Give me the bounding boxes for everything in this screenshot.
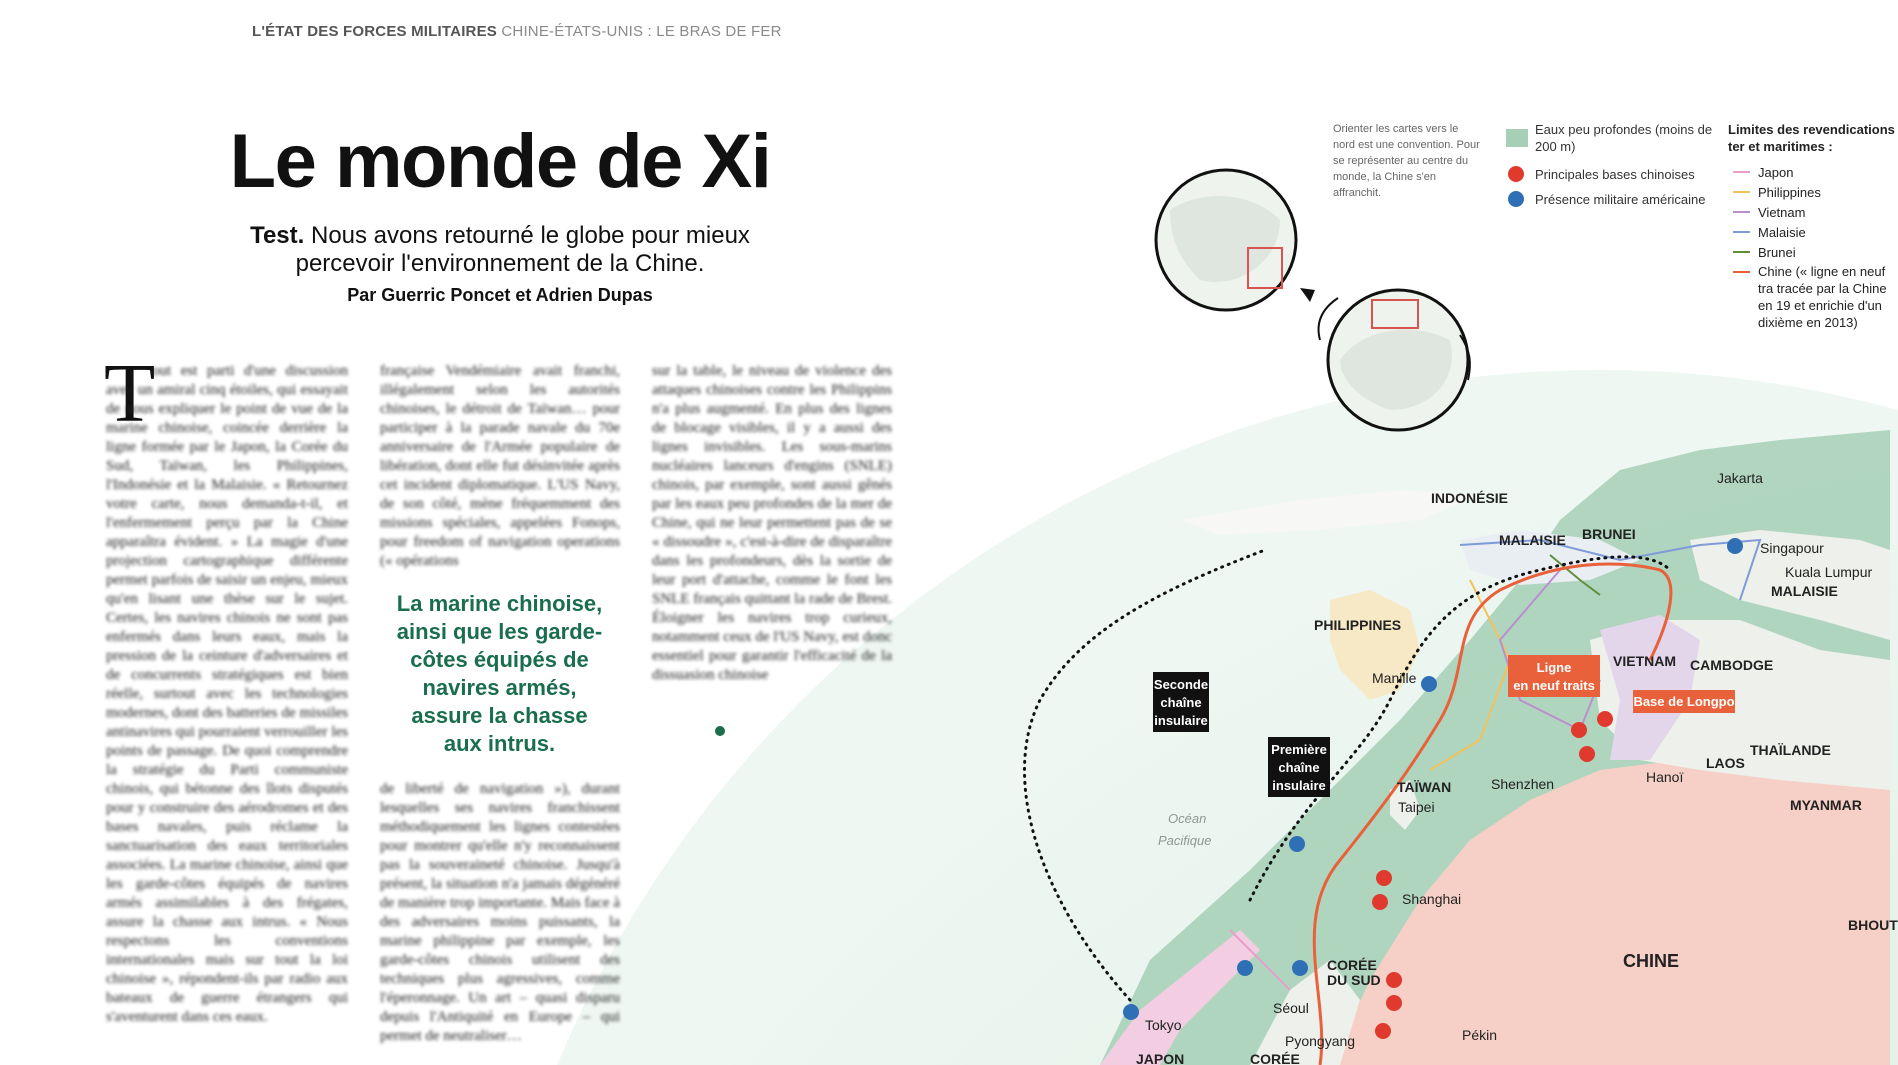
claim-japon: Japon	[1758, 165, 1794, 180]
label-seconde-3: insulaire	[1154, 713, 1208, 728]
label-ligne-2: en neuf traits	[1513, 678, 1595, 693]
label-premiere-2: chaîne	[1278, 760, 1320, 775]
label-laos: LAOS	[1706, 755, 1745, 771]
us-marker	[1289, 836, 1305, 852]
arrow-icon	[1300, 288, 1315, 302]
cn-base	[1571, 722, 1587, 738]
claim-philippines: Philippines	[1758, 185, 1821, 200]
running-head-section: L'ÉTAT DES FORCES MILITAIRES	[252, 23, 497, 40]
label-singapour: Singapour	[1760, 540, 1824, 556]
cn-base	[1386, 995, 1402, 1011]
label-philippines: PHILIPPINES	[1314, 617, 1402, 633]
claim-brunei: Brunei	[1758, 245, 1796, 260]
cn-base	[1376, 870, 1392, 886]
dropcap: T	[104, 347, 156, 440]
label-jakarta: Jakarta	[1717, 470, 1763, 486]
label-ligne-1: Ligne	[1536, 660, 1572, 675]
label-hanoi: Hanoï	[1646, 769, 1684, 785]
label-bhout: BHOUT	[1848, 917, 1898, 933]
cn-base	[1579, 746, 1595, 762]
label-tokyo: Tokyo	[1145, 1017, 1182, 1033]
cn-base	[1597, 711, 1613, 727]
label-coree-sud-2: DU SUD	[1327, 972, 1381, 988]
label-shanghai: Shanghai	[1402, 891, 1462, 907]
article-column-1: out est parti d'une discussion avec un amiral cinq étoiles, qui essayait de nous expliquer le point de vue de la marine chinoise, coincée derrière la ligne formée par le Japon, la Corée du Sud, Taïwan, les Philippines, l'Indonésie et la Malaisie. « Retournez votre carte, nous demanda-t-il, et l'enfermement perçu par la Chine apparaîtra évident. » La magie d'une projection cartographique différente permet parfois de saisir un enjeu, mieux qu'en lisant une thèse sur le sujet. Certes, les navires chinois ne sont pas enfermés dans leurs eaux, mais la pression de la ceinture d'adversaires et de concurrents stratégiques est bien réelle, surtout avec les technologies modernes, dont des batteries de missiles antinavires qui pourraient verrouiller les points de passage. De quoi comprendre la stratégie du Parti communiste chinois, qui bétonne des îlots disputés pour y construire des aérodromes et des bases navales, puis réclame la sanctuarisation des eaux territoriales associées. La marine chinoise, ainsi que les garde-côtes équipés de navires armés assimilables à des frégates, assure la chasse aux intrus. « Nous respectons les conventions internationales mais sur tout la loi chinoise », répondent-ils par radio aux bateaux de guerre étrangers qui s'aventurent dans ces eaux.	[106, 363, 348, 1025]
label-premiere-1: Première	[1271, 742, 1327, 757]
label-pyongyang: Pyongyang	[1285, 1033, 1356, 1049]
label-malaisie-2: MALAISIE	[1771, 583, 1838, 599]
label-pekin: Pékin	[1462, 1027, 1498, 1043]
us-marker	[1237, 960, 1253, 976]
label-thailande: THAÏLANDE	[1750, 742, 1831, 758]
label-coree-sud-1: CORÉE	[1327, 957, 1377, 973]
label-coree: CORÉE	[1250, 1051, 1300, 1065]
claim-chine: Chine (« ligne en neuf tra tracée par la Chine en 19 et enrichie d'un dixième en 2013)	[1758, 264, 1887, 330]
label-taiwan: TAÏWAN	[1397, 779, 1452, 795]
label-malaisie-1: MALAISIE	[1499, 532, 1566, 548]
legend-us-icon	[1508, 191, 1524, 207]
label-seconde-1: Seconde	[1153, 677, 1209, 692]
legend-shallow: Eaux peu profondes (moins de 200 m)	[1535, 122, 1713, 154]
label-brunei: BRUNEI	[1582, 526, 1636, 542]
label-chine: CHINE	[1623, 951, 1680, 971]
label-vietnam: VIETNAM	[1613, 653, 1676, 669]
deck-text: Nous avons retourné le globe pour mieux percevoir l'environnement de la Chine.	[295, 222, 750, 277]
cn-base	[1386, 972, 1402, 988]
cn-base	[1372, 894, 1388, 910]
legend-claims-list	[1758, 163, 1898, 331]
label-seconde-2: chaîne	[1160, 695, 1202, 710]
end-mark	[715, 726, 725, 736]
label-shenzhen: Shenzhen	[1491, 776, 1555, 792]
running-head-topic: CHINE-ÉTATS-UNIS : LE BRAS DE FER	[501, 23, 782, 40]
label-ocean-1: Océan	[1168, 811, 1207, 826]
label-myanmar: MYANMAR	[1790, 797, 1862, 813]
legend-us: Présence militaire américaine	[1535, 192, 1706, 207]
label-manille: Manille	[1372, 670, 1417, 686]
label-ocean-2: Pacifique	[1158, 833, 1212, 848]
us-marker	[1727, 538, 1743, 554]
label-seoul: Séoul	[1273, 1000, 1309, 1016]
claim-vietnam: Vietnam	[1758, 205, 1806, 220]
label-kuala: Kuala Lumpur	[1785, 564, 1873, 580]
label-longpo: Base de Longpo	[1633, 694, 1735, 709]
article-column-2-continued: de liberté de navigation »), durant lesquelles ses navires franchissent méthodiquement les lignes contestées pour montrer qu'elle n'y reconnaissent pas la souveraineté chinoise. Jusqu'à présent, la situation n'a jamais dégénéré de manière trop importante. Mais face à des adversaires moins puissants, la marine philippine par exemple, les garde-côtes chinois utilisent des techniques plus agressives, comme l'éperonnage. Un art – quasi disparu depuis l'Antiquité en Europe – qui permet de neutraliser…	[380, 781, 620, 1044]
label-japon: JAPON	[1136, 1051, 1185, 1065]
label-taipei: Taipei	[1398, 799, 1435, 815]
article-column-3: sur la table, le niveau de violence des attaques chinoises contre les Philippins n'a plus augmenté. En plus des lignes de blocage visibles, il y a aussi des lignes invisibles. Les sous-marins nucléaires lanceurs d'engins (SNLE) chinois, par exemple, sont aussi gênés par les eaux peu profondes de la mer de Chine, qui ne leur permettent pas de se « dissoudre », c'est-à-dire de disparaître dans les profondeurs, dès la sortie de leur port d'attache, comme le font les SNLE français quittant la rade de Brest. Éloigner les navires trop curieux, notamment ceux de l'US Navy, est donc essentiel pour garantir l'efficacité de la dissuasion chinoise	[652, 363, 892, 683]
byline: Par Guerric Poncet et Adrien Dupas	[347, 285, 653, 305]
label-cambodge: CAMBODGE	[1690, 657, 1774, 673]
legend-cn-base-icon	[1508, 166, 1524, 182]
label-premiere-3: insulaire	[1272, 778, 1326, 793]
article-title: Le monde de Xi	[229, 119, 771, 204]
us-marker	[1292, 960, 1308, 976]
claim-malaisie: Malaisie	[1758, 225, 1806, 240]
legend-bases: Principales bases chinoises	[1535, 167, 1695, 182]
us-marker	[1123, 1004, 1139, 1020]
us-marker	[1421, 676, 1437, 692]
article-column-2: française Vendémiaire avait franchi, illégalement selon les autorités chinoises, le détroit de Taïwan… pour participer à la parade navale du 70e anniversaire de l'Armée populaire de libération, dont elle fut désinvitée après cet incident diplomatique. L'US Navy, de son côté, mène fréquemment des missions spéciales, appelées Fonops, pour freedom of navigation operations (« opérations	[380, 363, 620, 569]
map-note: Orienter les cartes vers le nord est une convention. Pour se représenter au centre du monde, la Chine s'en affranchit.	[1333, 123, 1480, 199]
cn-base	[1375, 1023, 1391, 1039]
label-indonesie: INDONÉSIE	[1431, 490, 1509, 506]
deck-lead: Test.	[250, 222, 305, 249]
legend-claims-title: Limites des revendications ter et maritimes :	[1728, 122, 1895, 154]
legend-shallow-swatch	[1506, 129, 1528, 147]
pull-quote: La marine chinoise, ainsi que les garde-côtes équipés de navires armés, assure la chasse aux intrus.	[396, 591, 603, 756]
